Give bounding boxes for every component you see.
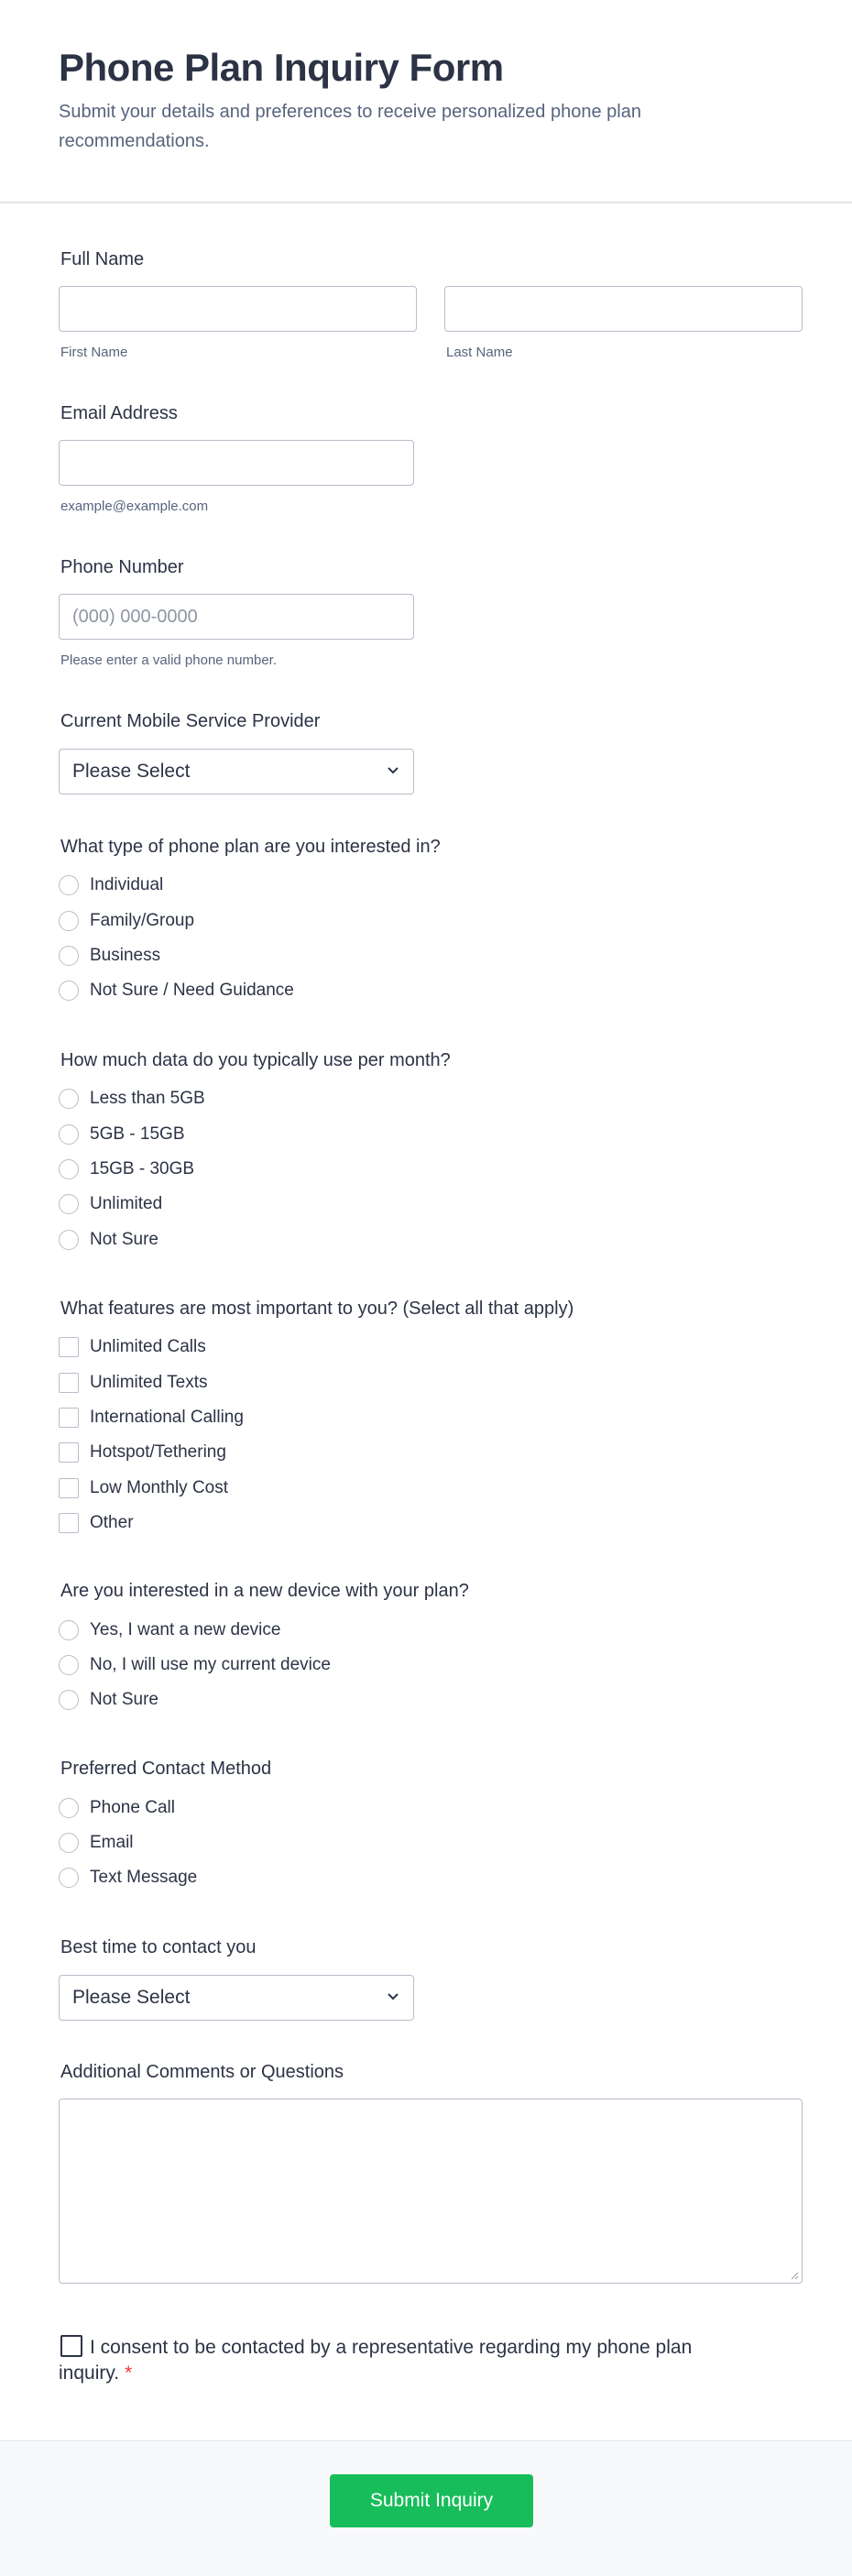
required-asterisk: * xyxy=(125,2362,133,2384)
provider-label: Current Mobile Service Provider xyxy=(60,711,321,731)
submit-button[interactable]: Submit Inquiry xyxy=(330,2474,533,2527)
first-name-input[interactable] xyxy=(59,286,417,332)
provider-select-value: Please Select xyxy=(72,761,191,782)
checkbox[interactable] xyxy=(59,1337,79,1357)
device-option[interactable] xyxy=(59,1617,280,1644)
option-label: Hotspot/Tethering xyxy=(90,1442,226,1462)
device-option[interactable] xyxy=(59,1686,158,1714)
device-option[interactable] xyxy=(59,1651,331,1679)
option-label: Low Monthly Cost xyxy=(90,1478,229,1497)
consent-checkbox[interactable] xyxy=(60,2335,82,2357)
option-label: International Calling xyxy=(90,1408,244,1427)
radio-button[interactable] xyxy=(59,1798,79,1818)
radio-button[interactable] xyxy=(59,1868,79,1888)
data-usage-option[interactable] xyxy=(59,1085,205,1113)
checkbox[interactable] xyxy=(59,1513,79,1533)
checkbox[interactable] xyxy=(59,1373,79,1393)
contact-method-option[interactable] xyxy=(59,1829,134,1857)
checkbox[interactable] xyxy=(59,1408,79,1428)
features-option[interactable] xyxy=(59,1333,206,1361)
plan-type-option[interactable] xyxy=(59,871,163,899)
option-label: Not Sure / Need Guidance xyxy=(90,981,294,1000)
email-input[interactable] xyxy=(59,440,414,486)
radio-button[interactable] xyxy=(59,1194,79,1214)
features-option[interactable] xyxy=(59,1404,244,1431)
features-option[interactable] xyxy=(59,1439,226,1466)
best-time-select[interactable] xyxy=(59,1975,414,2021)
checkbox[interactable] xyxy=(59,1442,79,1463)
best-time-select-value: Please Select xyxy=(72,1987,191,2008)
features-option[interactable] xyxy=(59,1509,134,1537)
form-title: Phone Plan Inquiry Form xyxy=(59,46,504,89)
option-label: 5GB - 15GB xyxy=(90,1124,185,1144)
option-label: Unlimited xyxy=(90,1194,163,1213)
data-usage-option[interactable] xyxy=(59,1190,162,1218)
radio-button[interactable] xyxy=(59,1124,79,1145)
features-option[interactable] xyxy=(59,1369,207,1397)
option-label: 15GB - 30GB xyxy=(90,1159,195,1178)
option-label: Email xyxy=(90,1833,134,1852)
radio-button[interactable] xyxy=(59,1833,79,1853)
consent-text: I consent to be contacted by a representative regarding my phone plan inquiry. xyxy=(59,2337,693,2384)
option-label: Text Message xyxy=(90,1868,198,1887)
option-label: No, I will use my current device xyxy=(90,1655,331,1674)
radio-button[interactable] xyxy=(59,946,79,966)
comments-label: Additional Comments or Questions xyxy=(60,2062,344,2082)
form-footer xyxy=(0,2440,852,2576)
option-label: Less than 5GB xyxy=(90,1089,205,1108)
radio-button[interactable] xyxy=(59,911,79,931)
chevron-down-icon xyxy=(386,1989,400,2003)
chevron-down-icon xyxy=(386,762,400,777)
radio-button[interactable] xyxy=(59,981,79,1001)
data-usage-option[interactable] xyxy=(59,1156,194,1183)
first-name-sublabel: First Name xyxy=(60,345,128,360)
option-label: Individual xyxy=(90,875,164,894)
option-label: Yes, I want a new device xyxy=(90,1620,281,1639)
plan-type-option[interactable] xyxy=(59,977,294,1004)
form-header xyxy=(0,0,852,203)
phone-sublabel: Please enter a valid phone number. xyxy=(60,652,277,668)
email-label: Email Address xyxy=(60,403,178,423)
comments-textarea[interactable] xyxy=(59,2099,803,2284)
device-label: Are you interested in a new device with your plan? xyxy=(60,1581,469,1601)
contact-method-option[interactable] xyxy=(59,1864,197,1891)
radio-button[interactable] xyxy=(59,1230,79,1250)
option-label: Business xyxy=(90,946,161,965)
option-label: Unlimited Texts xyxy=(90,1373,208,1392)
best-time-label: Best time to contact you xyxy=(60,1937,257,1957)
email-sublabel: example@example.com xyxy=(60,499,209,514)
phone-input[interactable] xyxy=(59,594,414,640)
last-name-input[interactable] xyxy=(444,286,803,332)
phone-label: Phone Number xyxy=(60,557,184,577)
provider-select[interactable] xyxy=(59,749,414,795)
radio-button[interactable] xyxy=(59,1620,79,1640)
radio-button[interactable] xyxy=(59,1159,79,1179)
option-label: Unlimited Calls xyxy=(90,1337,206,1356)
features-label: What features are most important to you? (Select all that apply) xyxy=(60,1299,574,1319)
full-name-label: Full Name xyxy=(60,249,145,269)
plan-type-option[interactable] xyxy=(59,942,160,970)
contact-method-label: Preferred Contact Method xyxy=(60,1759,272,1779)
last-name-sublabel: Last Name xyxy=(446,345,513,360)
option-label: Not Sure xyxy=(90,1690,158,1709)
radio-button[interactable] xyxy=(59,1655,79,1675)
features-option[interactable] xyxy=(59,1474,228,1502)
resize-handle-icon[interactable] xyxy=(790,2271,799,2280)
radio-button[interactable] xyxy=(59,875,79,895)
option-label: Phone Call xyxy=(90,1798,175,1817)
consent-field xyxy=(59,2335,755,2386)
checkbox[interactable] xyxy=(59,1478,79,1498)
plan-type-label: What type of phone plan are you interested in? xyxy=(60,837,441,857)
plan-type-option[interactable] xyxy=(59,907,194,935)
option-label: Family/Group xyxy=(90,911,195,930)
radio-button[interactable] xyxy=(59,1089,79,1109)
contact-method-option[interactable] xyxy=(59,1794,175,1822)
data-usage-option[interactable] xyxy=(59,1121,185,1148)
option-label: Not Sure xyxy=(90,1230,158,1249)
data-usage-label: How much data do you typically use per month? xyxy=(60,1050,451,1070)
data-usage-option[interactable] xyxy=(59,1226,158,1254)
radio-button[interactable] xyxy=(59,1690,79,1710)
option-label: Other xyxy=(90,1513,134,1532)
form-subtitle: Submit your details and preferences to receive personalized phone plan recommendations. xyxy=(59,102,641,151)
